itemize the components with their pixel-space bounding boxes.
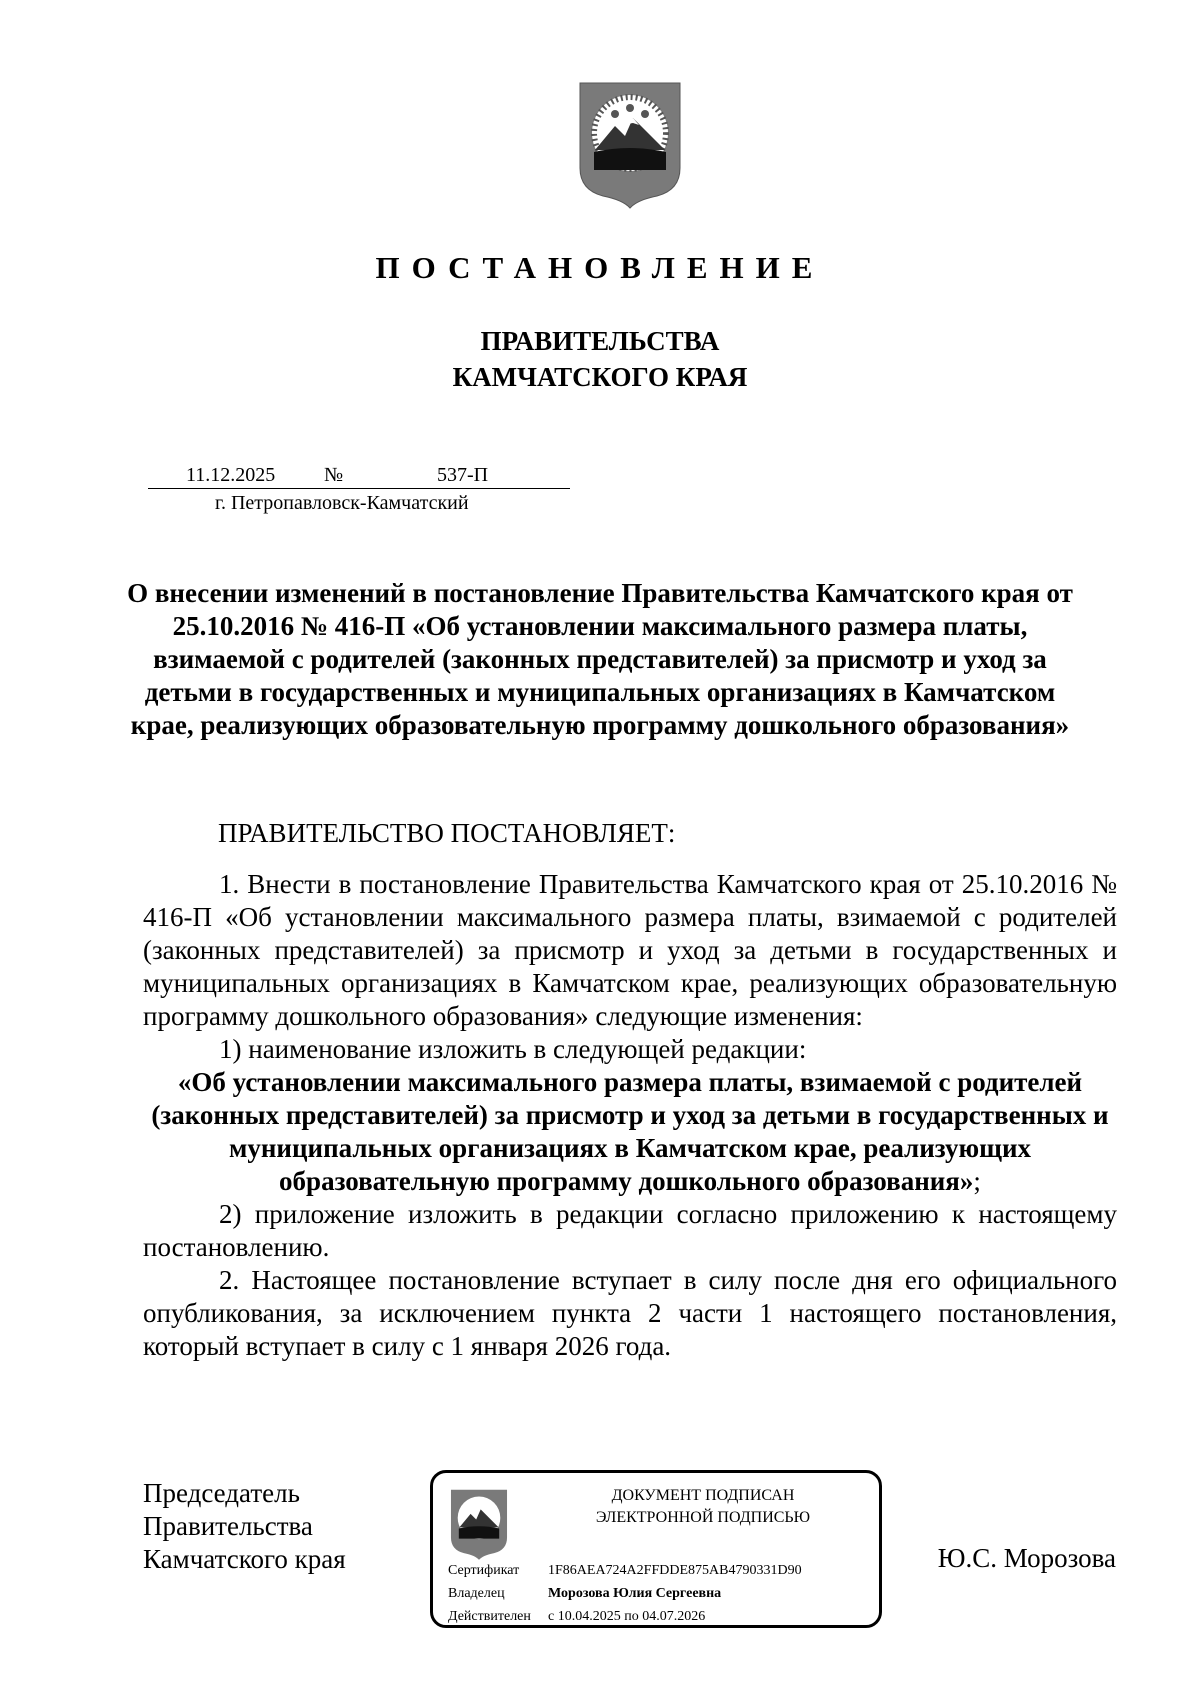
new-title-text	[143, 1066, 1117, 1198]
coat-of-arms-emblem	[575, 78, 685, 210]
decree-phrase: ПРАВИТЕЛЬСТВО ПОСТАНОВЛЯЕТ:	[218, 818, 676, 848]
document-date: 11.12.2025	[186, 464, 276, 486]
issuing-authority	[0, 323, 1200, 395]
cert-label: Сертификат	[448, 1563, 520, 1578]
position-line: Правительства	[143, 1511, 313, 1541]
authority-line: КАМЧАТСКОГО КРАЯ	[452, 362, 748, 392]
document-number: 537-П	[437, 464, 489, 486]
document-body	[143, 868, 1117, 1363]
document-type-title: ПОСТАНОВЛЕНИЕ	[375, 250, 825, 285]
signer-name: Ю.С. Морозова	[937, 1543, 1116, 1573]
e-signature-stamp	[430, 1470, 882, 1628]
subparagraph-1-2: 2) приложение изложить в редакции согласно приложению к настоящему постановлению.	[143, 1199, 1117, 1262]
paragraph-1: 1. Внести в постановление Правительства Камчатского края от 25.10.2016 № 416-П «Об установлении максимального размера платы, взимаемой с родителей (законных представителей) за присмотр и уход за детьми в государственных и муниципальных организациях в Камчатском крае, реализующих образовательную программу дошкольного образования» следующие изменения:	[143, 869, 1117, 1031]
cert-row	[448, 1563, 802, 1579]
new-title: «Об установлении максимального размера платы, взимаемой с родителей (законных представителей) за присмотр и уход за детьми в государственных и муниципальных организациях в Камчатском крае, реализующих образовательную программу дошкольного образования»	[151, 1067, 1109, 1196]
stamp-heading-line: ДОКУМЕНТ ПОДПИСАН	[611, 1487, 795, 1504]
valid-label: Действителен	[448, 1609, 531, 1624]
coat-of-arms-icon	[448, 1487, 510, 1561]
registration-line	[148, 462, 570, 489]
position-line: Камчатского края	[143, 1544, 346, 1574]
owner-label: Владелец	[448, 1586, 505, 1601]
new-title-tail: ;	[973, 1166, 981, 1196]
valid-value: с 10.04.2025 по 04.07.2026	[548, 1609, 706, 1624]
number-sign: №	[324, 464, 344, 486]
subparagraph-1-1: 1) наименование изложить в следующей редакции:	[219, 1034, 807, 1064]
position-line: Председатель	[143, 1478, 300, 1508]
stamp-heading	[543, 1485, 863, 1529]
owner-value: Морозова Юлия Сергеевна	[548, 1586, 722, 1601]
authority-line: ПРАВИТЕЛЬСТВА	[480, 326, 720, 356]
document-subject: О внесении изменений в постановление Правительства Камчатского края от 25.10.2016 № 416-П «Об установлении максимального размера платы, взимаемой с родителей (законных представителей) за присмотр и уход за детьми в государственных и муниципальных организациях в Камчатском крае, реализующих образовательную программу дошкольного образования»	[127, 578, 1073, 740]
paragraph-2: 2. Настоящее постановление вступает в силу после дня его официального опубликования, за исключением пункта 2 части 1 настоящего постановления, который вступает в силу с 1 января 2026 года.	[143, 1265, 1117, 1361]
valid-row	[448, 1609, 705, 1625]
owner-row	[448, 1586, 721, 1602]
cert-value: 1F86AEA724A2FFDDE875AB4790331D90	[548, 1563, 802, 1578]
stamp-heading-line: ЭЛЕКТРОННОЙ ПОДПИСЬЮ	[595, 1509, 811, 1526]
signatory-position	[143, 1477, 346, 1576]
issue-city: г. Петропавловск-Камчатский	[215, 492, 469, 514]
